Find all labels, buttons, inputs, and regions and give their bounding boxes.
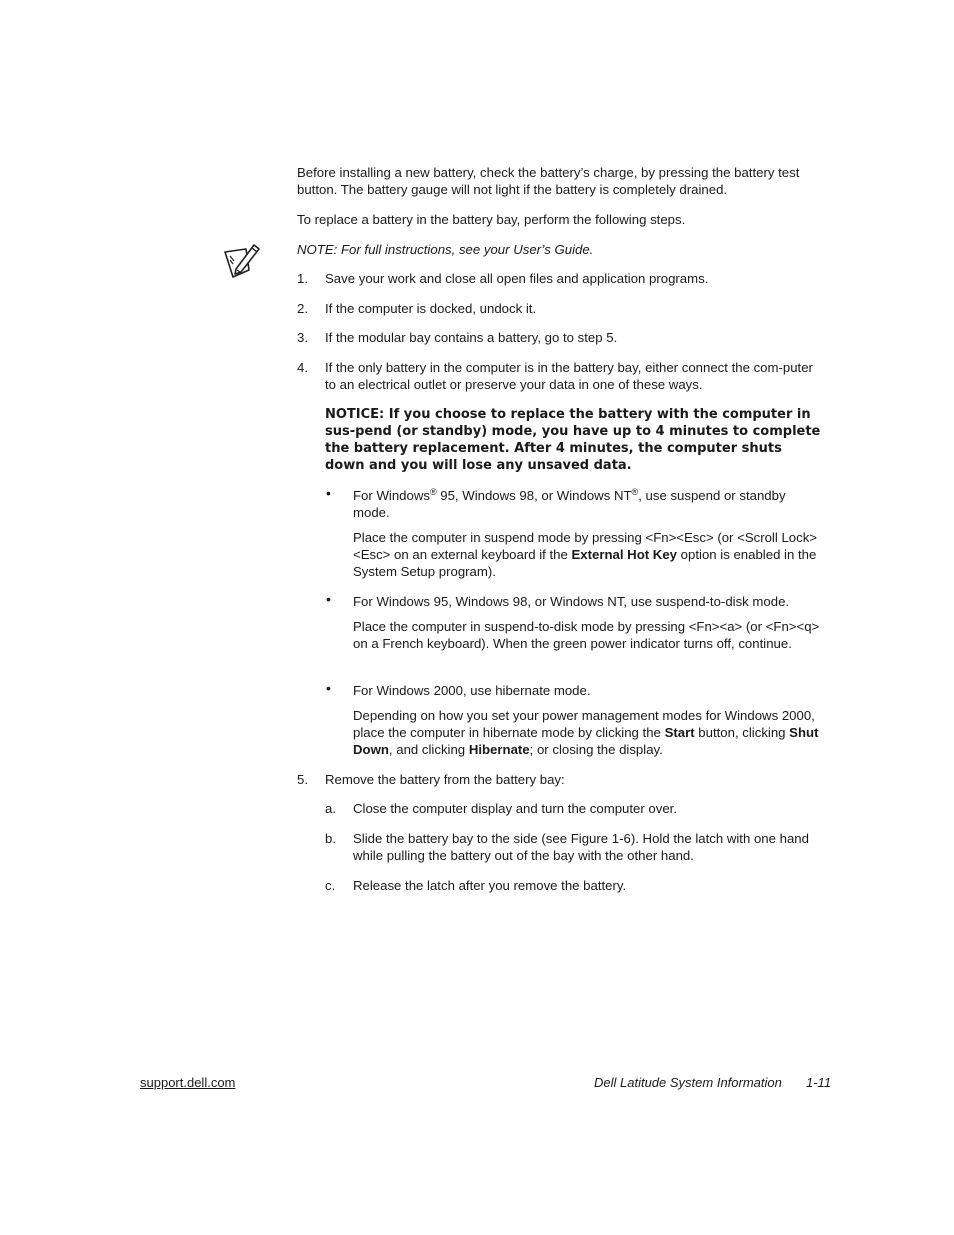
note-pencil-icon [222, 242, 262, 278]
substep-text: Slide the battery bay to the side (see Figure 1-6). Hold the latch with one hand while pulling the battery out of the bay with the other hand. [353, 831, 809, 863]
bullet-detail: Depending on how you set your power management modes for Windows 2000, place the computer in hibernate mode by clicking the Start button, clicking Shut Down, and clicking Hibernate; or closing the display. [353, 708, 819, 757]
step-number: 2. [297, 301, 308, 316]
page-number: 1-11 [806, 1075, 832, 1090]
substep-text: Release the latch after you remove the battery. [353, 878, 627, 893]
external-hot-key-term: External Hot Key [571, 547, 678, 562]
hibernate-term: Hibernate [468, 742, 530, 757]
substep-letter: c. [325, 878, 336, 893]
substep-letter: b. [325, 831, 336, 846]
step-number: 4. [297, 360, 308, 375]
step-number: 5. [297, 772, 308, 787]
bullet-symbol: • [326, 591, 331, 607]
bullet-text: For Windows 95, Windows 98, or Windows NT, use suspend-to-disk mode. [353, 594, 790, 609]
note-text: NOTE: For full instructions, see your User’s Guide. [297, 242, 594, 257]
step-text: If the modular bay contains a battery, go to step 5. [325, 330, 618, 345]
footer-title: Dell Latitude System Information [594, 1075, 782, 1090]
step-text: Remove the battery from the battery bay: [325, 772, 565, 787]
step-text: If the computer is docked, undock it. [325, 301, 537, 316]
intro-paragraph-2: To replace a battery in the battery bay, perform the following steps. [297, 212, 686, 227]
bullet-text: For Windows 2000, use hibernate mode. [353, 683, 591, 698]
bullet-symbol: • [326, 680, 331, 696]
bullet-symbol: • [326, 485, 331, 501]
step-number: 3. [297, 330, 308, 345]
bullet-detail: Place the computer in suspend mode by pressing <Fn><Esc> (or <Scroll Lock><Esc> on an external keyboard if the External Hot Key option is enabled in the System Setup program). [353, 530, 818, 579]
notice-text: NOTICE: If you choose to replace the battery with the computer in sus-pend (or standby) mode, you have up to 4 minutes to complete the battery replacement. After 4 minutes, the computer shuts down and you will lose any unsaved data. [325, 407, 821, 473]
support-link[interactable]: support.dell.com [140, 1075, 236, 1090]
start-term: Start [664, 725, 695, 740]
substep-letter: a. [325, 801, 336, 816]
bullet-detail: Place the computer in suspend-to-disk mode by pressing <Fn><a> (or <Fn><q> on a French keyboard). When the green power indicator turns off, continue. [353, 619, 820, 651]
substep-text: Close the computer display and turn the computer over. [353, 801, 678, 816]
step-number: 1. [297, 271, 308, 286]
intro-paragraph-1: Before installing a new battery, check the battery’s charge, by pressing the battery test button. The battery gauge will not light if the battery is completely drained. [297, 165, 800, 197]
shut-down-term: Shut Down [353, 725, 819, 757]
bullet-text: For Windows® 95, Windows 98, or Windows NT®, use suspend or standby mode. [353, 487, 786, 520]
step-text: Save your work and close all open files and application programs. [325, 271, 709, 286]
step-text: If the only battery in the computer is in the battery bay, either connect the com-puter to an electrical outlet or preserve your data in one of these ways. [325, 360, 813, 392]
